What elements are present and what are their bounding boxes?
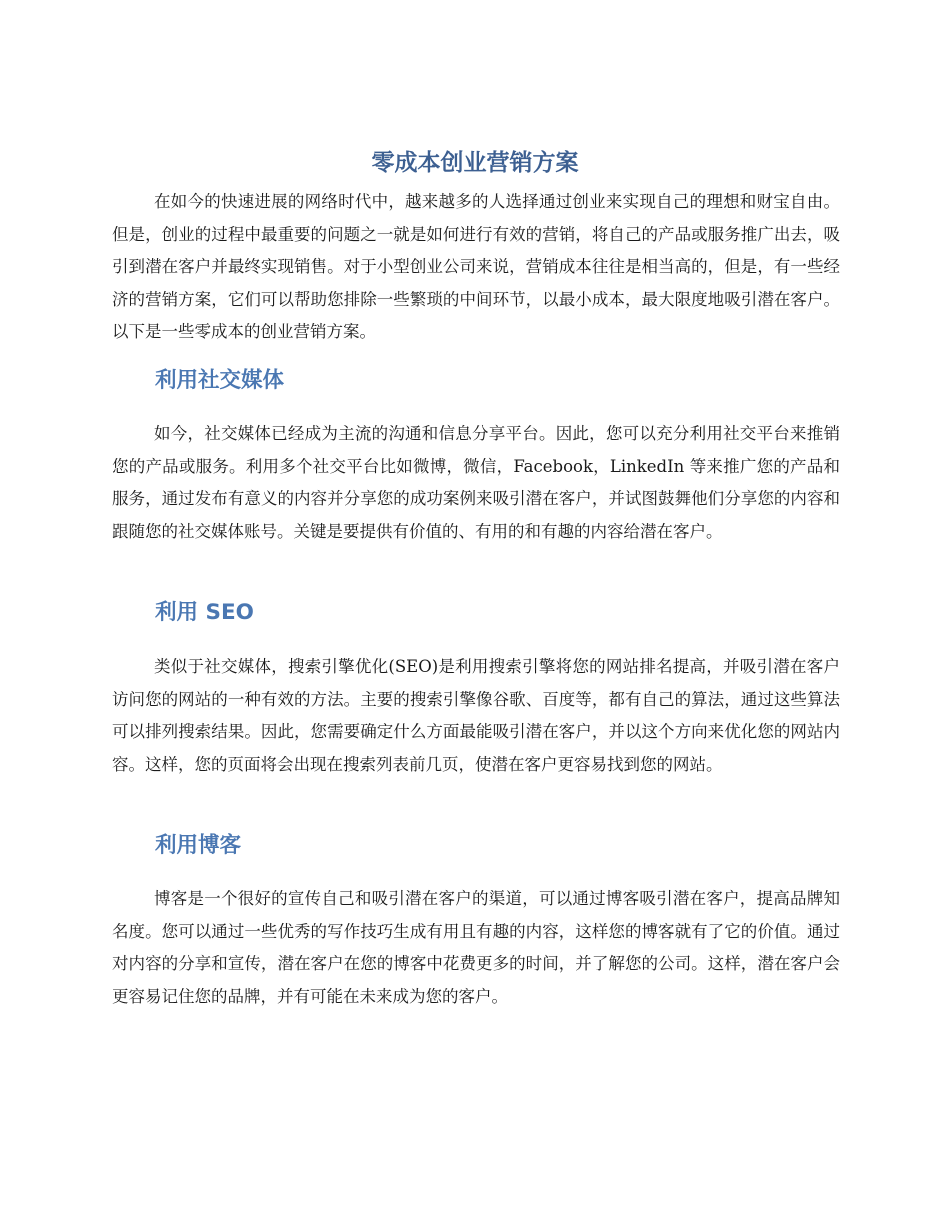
section-body-blog: 博客是一个很好的宣传自己和吸引潜在客户的渠道，可以通过博客吸引潜在客户，提高品牌知名度。您可以通过一些优秀的写作技巧生成有用且有趣的内容，这样您的博客就有了它的价值。通过对内容的分享和宣传，潜在客户在您的博客中花费更多的时间，并了解您的公司。这样，潜在客户会更容易记住您的品牌，并有可能在未来成为您的客户。 (112, 889, 840, 1006)
section-body-seo: 类似于社交媒体，搜索引擎优化(SEO)是利用搜索引擎将您的网站排名提高，并吸引潜在客户访问您的网站的一种有效的方法。主要的搜索引擎像谷歌、百度等，都有自己的算法，通过这些算法可以排列搜索结果。因此，您需要确定什么方面最能吸引潜在客户，并以这个方向来优化您的网站内容。这样，您的页面将会出现在搜索列表前几页，使潜在客户更容易找到您的网站。 (112, 657, 840, 774)
section-heading-social-media: 利用社交媒体 (155, 368, 285, 393)
section-body-social-media: 如今，社交媒体已经成为主流的沟通和信息分享平台。因此，您可以充分利用社交平台来推销您的产品或服务。利用多个社交平台比如微博，微信，Facebook，LinkedIn 等来推广您的产品和服务，通过发布有意义的内容并分享您的成功案例来吸引潜在客户，并试图鼓舞他们分享您的内容和跟随您的社交媒体账号。关键是要提供有价值的、有用的和有趣的内容给潜在客户。 (112, 424, 840, 541)
document-title: 零成本创业营销方案 (371, 150, 579, 176)
intro-paragraph: 在如今的快速进展的网络时代中，越来越多的人选择通过创业来实现自己的理想和财宝自由。但是，创业的过程中最重要的问题之一就是如何进行有效的营销，将自己的产品或服务推广出去，吸引到潜在客户并最终实现销售。对于小型创业公司来说，营销成本往往是相当高的，但是，有一些经济的营销方案，它们可以帮助您排除一些繁琐的中间环节，以最小成本，最大限度地吸引潜在客户。以下是一些零成本的创业营销方案。 (112, 192, 840, 341)
section-heading-blog: 利用博客 (155, 833, 242, 858)
section-heading-seo: 利用 SEO (155, 600, 254, 625)
